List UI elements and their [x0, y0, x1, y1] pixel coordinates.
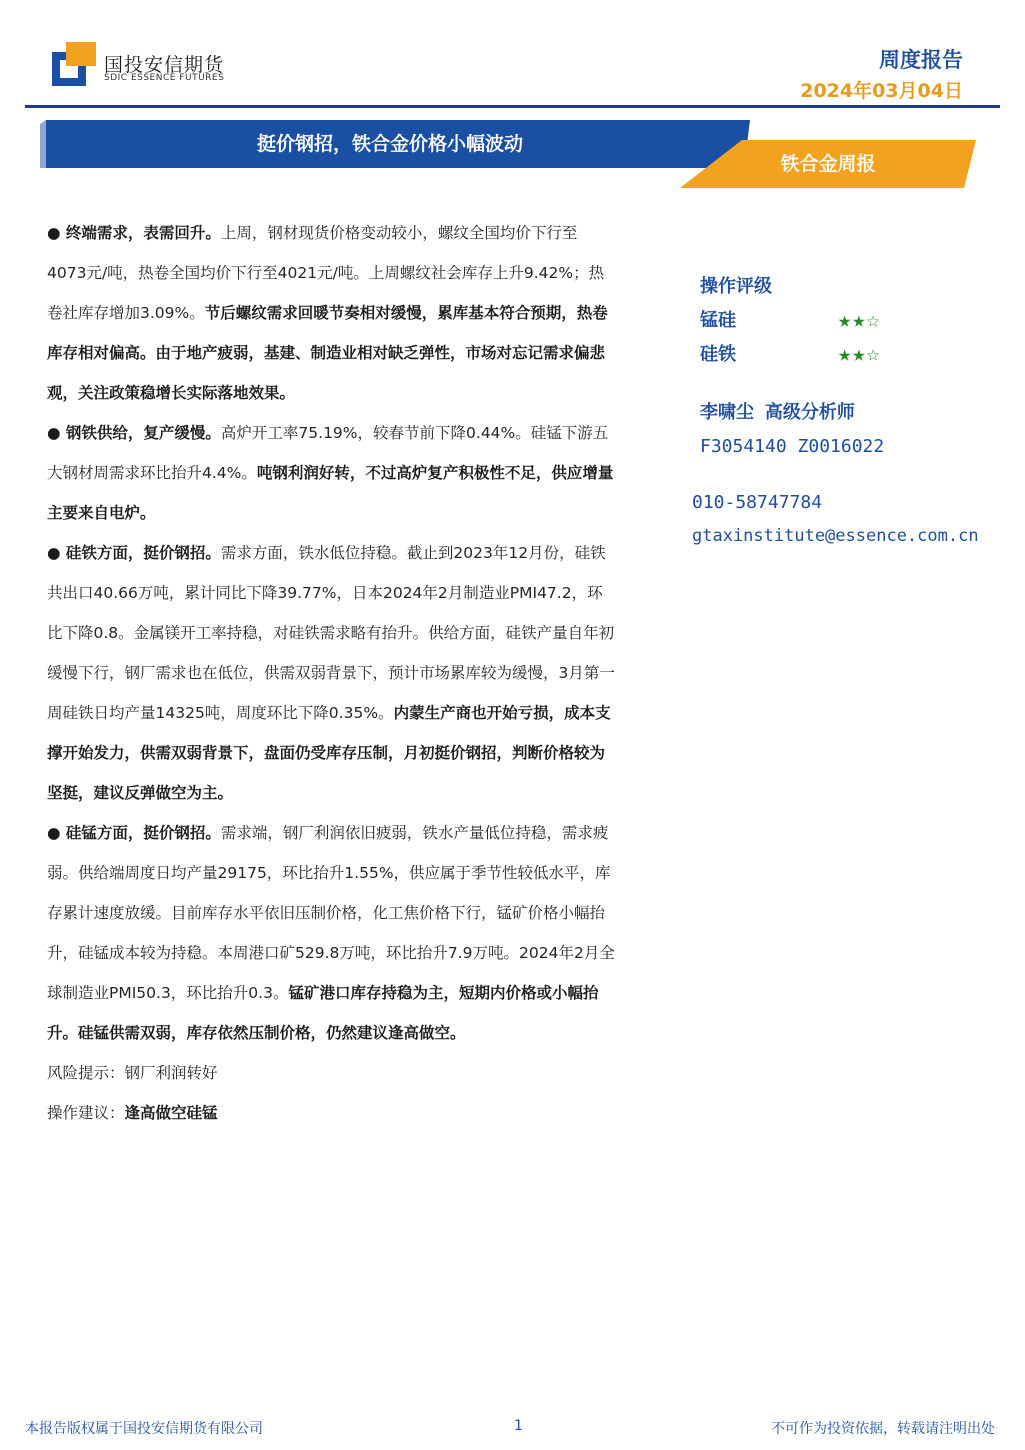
paragraph-conclusion: 锰矿港口库存持稳为主，短期内价格或小幅抬升。硅锰供需双弱，库存依然压制价格，仍然建议逢高做空。: [47, 984, 599, 1042]
paragraph-demand: [47, 213, 615, 413]
footer-copyright: 本报告版权属于国投安信期货有限公司: [25, 1421, 263, 1437]
report-title: 挺价钢招，铁合金价格小幅波动: [256, 133, 523, 155]
logo-english-name: SDIC ESSENCE FUTURES: [104, 73, 225, 83]
paragraph-text: 高炉开工率75.19%，较春节前下降0.44%。硅锰下游五大钢材周需求环比抬升4.4%。: [47, 424, 609, 482]
footer-disclaimer: 不可作为投资依据，转载请注明出处: [771, 1421, 995, 1437]
contact-email[interactable]: gtaxinstitute@essence.com.cn: [692, 526, 979, 546]
rating-stars-icon: ★★☆: [838, 342, 881, 367]
report-type: 周度报告: [879, 48, 963, 72]
risk-label: 风险提示：: [47, 1064, 125, 1082]
paragraph-heading: ● 终端需求，表需回升。: [47, 224, 221, 242]
report-date: 2024年03月04日: [800, 80, 963, 102]
paragraph-conclusion: 吨钢利润好转，不过高炉复产积极性不足，供应增量主要来自电炉。: [47, 464, 614, 522]
rating-product: 锰硅: [700, 310, 736, 331]
sidebar-info: [692, 270, 1020, 546]
page-number: 1: [514, 1418, 523, 1434]
paragraph-text: 上周，钢材现货价格变动较小，螺纹全国均价下行至4073元/吨，热卷全国均价下行至4021元/吨。上周螺纹社会库存上升9.42%；热卷社库存增加3.09%。: [47, 224, 605, 322]
paragraph-text: 需求方面，铁水低位持稳。截止到2023年12月份，硅铁共出口40.66万吨，累计同比下降39.77%，日本2024年2月制造业PMI47.2，环比下降0.8。金属镁开工率持稳，对硅铁需求略有抬升。供给方面，硅铁产量自年初缓慢下行，钢厂需求也在低位，供需双弱背景下，预计市场累库较为缓慢，3月第一周硅铁日均产量14325吨，周度环比下降0.35%。: [47, 544, 615, 722]
paragraph-heading: ● 硅铁方面，挺价钢招。: [47, 544, 221, 562]
logo-chinese-name: 国投安信期货: [104, 54, 225, 76]
rating-row: [700, 304, 1020, 338]
header-divider: [25, 105, 1000, 108]
paragraph-heading: ● 钢铁供给，复产缓慢。: [47, 424, 221, 442]
analyst-name: 李啸尘 高级分析师: [700, 402, 855, 423]
paragraph-heading: ● 硅锰方面，挺价钢招。: [47, 824, 221, 842]
rating-stars-icon: ★★☆: [838, 308, 881, 333]
paragraph-ferrosilicon: [47, 533, 615, 813]
report-body: [47, 213, 615, 1133]
rating-row: [700, 338, 1020, 372]
advice-label: 操作建议：: [47, 1104, 125, 1122]
tag-banner: [680, 140, 976, 188]
paragraph-conclusion: 节后螺纹需求回暖节奏相对缓慢，累库基本符合预期，热卷库存相对偏高。由于地产疲弱，基建、制造业相对缺乏弹性，市场对忘记需求偏悲观，关注政策稳增长实际落地效果。: [47, 304, 608, 402]
logo-mark-icon: [52, 42, 96, 86]
analyst-certificate: F3054140 Z0016022: [700, 436, 885, 457]
paragraph-silicomanganese: [47, 813, 615, 1053]
risk-warning: [47, 1053, 615, 1093]
rating-title: 操作评级: [700, 276, 772, 297]
operation-advice: [47, 1093, 615, 1133]
contact-phone: 010-58747784: [692, 492, 823, 513]
rating-product: 硅铁: [700, 344, 736, 365]
risk-text: 钢厂利润转好: [124, 1064, 218, 1082]
paragraph-text: 需求端，钢厂利润依旧疲弱，铁水产量低位持稳，需求疲弱。供给端周度日均产量29175，环比抬升1.55%，供应属于季节性较低水平，库存累计速度放缓。目前库存水平依旧压制价格，化工焦价格下行，锰矿价格小幅抬升，硅锰成本较为持稳。本周港口矿529.8万吨，环比抬升7.9万吨。2024年2月全球制造业PMI50.3，环比抬升0.3。: [47, 824, 615, 1002]
paragraph-supply: [47, 413, 615, 533]
company-logo: [52, 40, 252, 90]
advice-text: 逢高做空硅锰: [124, 1104, 218, 1122]
report-category: 铁合金周报: [780, 153, 876, 175]
title-banner: [40, 120, 750, 168]
paragraph-conclusion: 内蒙生产商也开始亏损，成本支撑开始发力，供需双弱背景下，盘面仍受库存压制，月初挺价钢招，判断价格较为坚挺，建议反弹做空为主。: [47, 704, 611, 802]
